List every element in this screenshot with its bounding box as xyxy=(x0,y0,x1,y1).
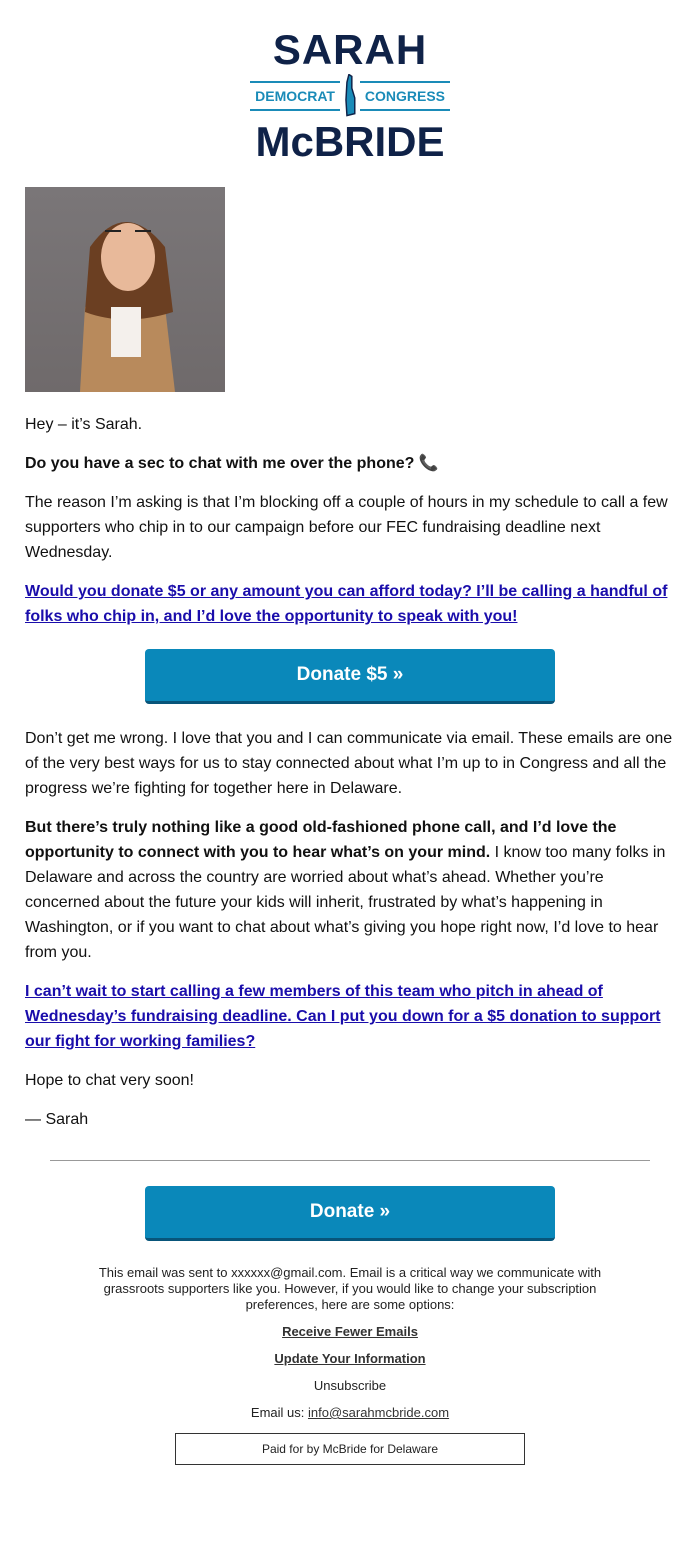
delaware-state-icon xyxy=(344,74,356,118)
paragraph-email: Don’t get me wrong. I love that you and I can communicate via email. These emails are one of the very best ways for us to stay connected about what I’m up to in Congress and all the progress we’re fighting for together here in Delaware. xyxy=(25,730,673,797)
phone-call-rest: I know too many folks in Delaware and across the country are worried about what’s ahead. Whether you’re concerned about the future your kids will inherit, frustrated by what’s happening in Washington, or if you want to chat about what’s giving you hope right now, I’d love to hear from you. xyxy=(25,844,666,961)
logo-democrat: DEMOCRAT xyxy=(250,81,340,111)
candidate-photo xyxy=(25,187,225,392)
logo-congress: CONGRESS xyxy=(360,81,450,111)
greeting: Hey – it’s Sarah. xyxy=(25,416,143,433)
divider xyxy=(50,1160,650,1161)
phone-question: Do you have a sec to chat with me over the phone? xyxy=(25,455,415,472)
phone-call-bold: But there’s truly nothing like a good old-fashioned phone call, and I’d love the opportunity to connect with you to hear what’s on your mind. xyxy=(25,819,617,861)
paragraph-reason: The reason I’m asking is that I’m blocking off a couple of hours in my schedule to call a few supporters who chip in to our campaign before our FEC fundraising deadline next Wednesday. xyxy=(25,494,668,561)
telephone-receiver-icon: 📞 xyxy=(418,455,439,472)
logo-last-name: McBRIDE xyxy=(255,118,445,165)
email-body xyxy=(25,0,675,1465)
signature: — Sarah xyxy=(25,1111,89,1128)
closing: Hope to chat very soon! xyxy=(25,1072,194,1089)
footer xyxy=(25,1265,675,1465)
email-us-label: Email us: xyxy=(250,1405,308,1420)
contact-email-link[interactable]: info@sarahmcbride.com xyxy=(307,1405,450,1420)
campaign-logo xyxy=(250,26,450,165)
logo-first-name: SARAH xyxy=(272,26,428,73)
paragraph-phone-call xyxy=(25,815,675,965)
receive-fewer-emails-link[interactable]: Receive Fewer Emails xyxy=(282,1324,418,1339)
paid-for-disclaimer: Paid for by McBride for Delaware xyxy=(175,1433,525,1465)
unsubscribe-link[interactable]: Unsubscribe xyxy=(313,1378,387,1393)
update-information-link[interactable]: Update Your Information xyxy=(274,1351,426,1366)
donate-ask-link[interactable]: Would you donate $5 or any amount you can afford today? I’ll be calling a handful of folks who chip in, and I’d love the opportunity to speak with you! xyxy=(25,583,668,625)
donation-pledge-link[interactable]: I can’t wait to start calling a few members of this team who pitch in ahead of Wednesday’s fundraising deadline. Can I put you down for a $5 donation to support our fight for working families? xyxy=(25,983,661,1050)
footer-notice: This email was sent to xxxxxx@gmail.com. Email is a critical way we communicate with grassroots supporters like you. However, if you would like to change your subscription preferences, here are some options: xyxy=(98,1265,602,1312)
donate-5-button[interactable]: Donate $5 » xyxy=(145,649,555,704)
donate-button[interactable]: Donate » xyxy=(145,1186,555,1241)
